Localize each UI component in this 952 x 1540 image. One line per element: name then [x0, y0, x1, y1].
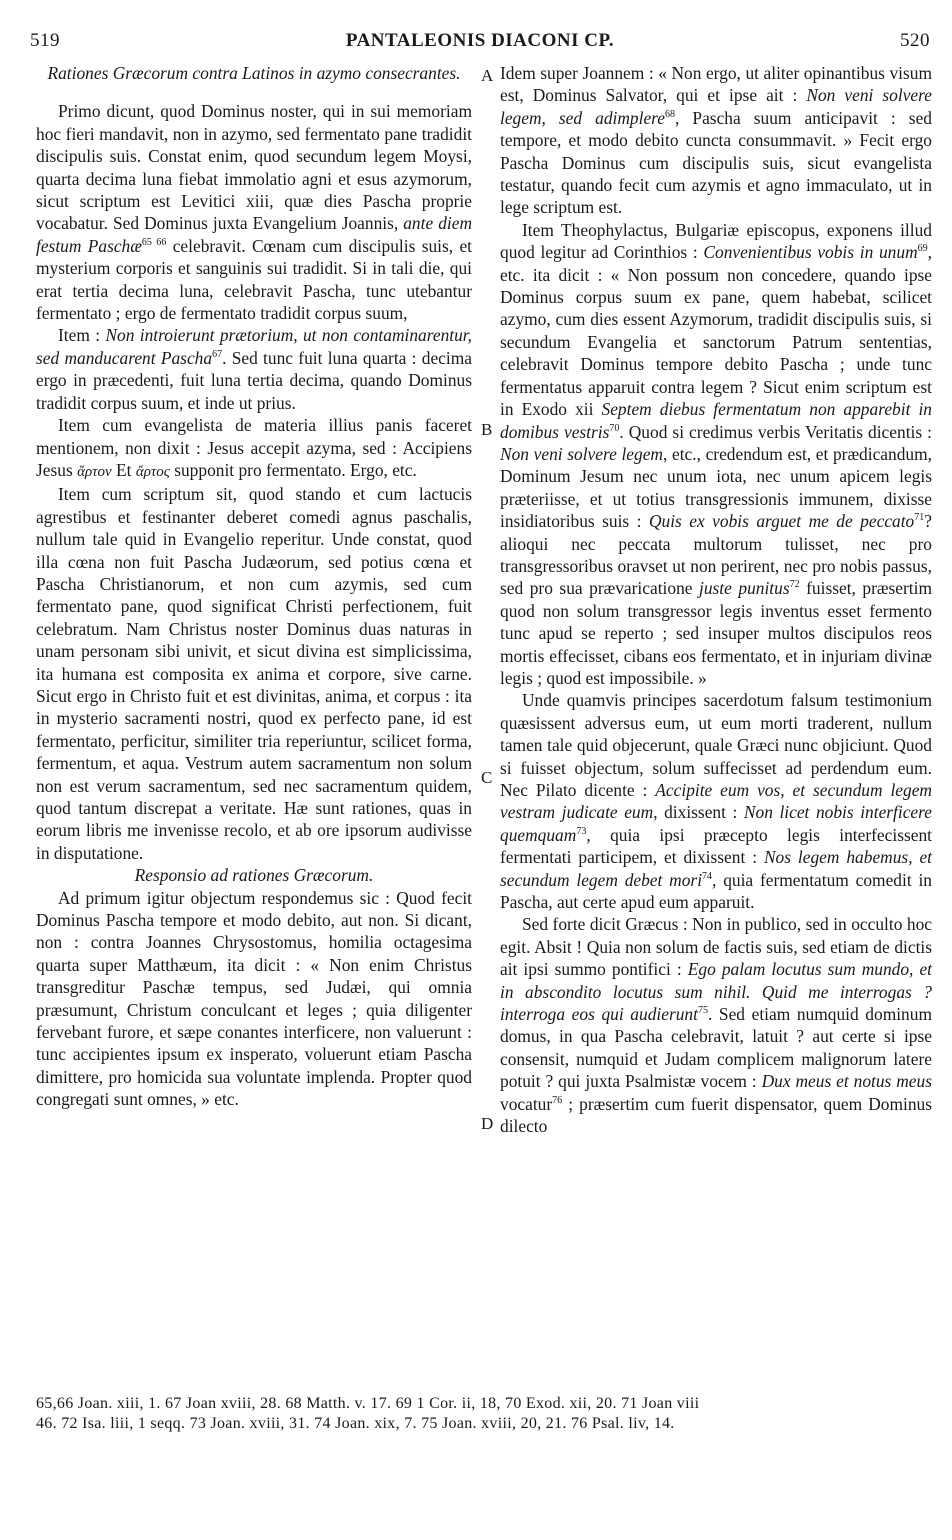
page-number-right: 520: [900, 30, 930, 51]
page-header: [30, 30, 930, 56]
margin-marker-b: B: [481, 420, 493, 439]
paragraph: Item cum scriptum sit, quod stando et cum lactucis agrestibus et festinanter deberet comedi agnus paschalis, nullum tale quid in Evangelio reperitur. Unde constat, quod illa cœna non fuit Pascha Judæorum, sed potius cœna et Pascha Christianorum, et non cum azymis, sed cum fermentato pane, quod significat Christi perfectionem, fuit celebratum. Nam Christus noster Dominus duas naturas in unam personam sibi univit, et sicut divina est simplicissima, ita humana est composita ex anima et corpore, sive carne. Sicut ergo in Christo fuit et est divinitas, anima, et corpus : ita in mysterio sacramenti nostri, quod ex perfecto pane, id est fermentato, perficitur, similiter tria reperiuntur, scilicet forma, fermentum, et aqua. Vestrum autem sacramentum non solum non est verum sacramentum, sed nec sacramentum quidem, quod tantum discrepat a veritate. Hæ sunt rationes, quas in eorum libris me invenisse recolo, et ab ore ipsorum audivisse in disputatione.: [36, 484, 472, 863]
left-column: [36, 62, 472, 1111]
paragraph: Item Theophylactus, Bulgariæ episcopus, exponens illud quod legitur ad Corinthios : Convenientibus vobis in unum$^{69}$, etc. ita dicit : « Non possum non concedere, quando ipse Dominus corpus suum ex pane, quem habebat, scilicet azymo, cum dies essent Azymorum, tradidit discipulis suis, si secundum Evangelia et sanctorum Patrum sententias, celebravit Dominus tempore debito Pascha ; unde tunc fermentatus apparuit contra legem ? Sicut enim scriptum est in Exodo xii Septem diebus fermentatum non apparebit in domibus vestris$^{70}$. Quod si credimus verbis Veritatis dicentis : Non veni solvere legem, etc., credendum est, et prædicandum, Dominum Jesum nec unum iota, nec unum apicem legis præteriisse, et ut totius transgressionis immunem, dixisse insidiatoribus suis : Quis ex vobis arguet me de peccato$^{71}$? alioqui nec peccata multorum tulisset, nec pro transgressoribus oravset ut non perirent, nec pro nobis passus, sed pro sua prævaricatione juste punitus$^{72}$ fuisset, præsertim quod non solum transgressor legis inventus esset fermento tunc apud se reperto ; sed insuper multos discipulos reos mortis effecisset, cibans eos fermentato, et in injuriam divinæ legis ; quod est impossibile. »: [500, 219, 932, 688]
margin-marker-a: A: [481, 66, 494, 85]
subsection-heading: Responsio ad rationes Græcorum.: [134, 865, 374, 886]
paragraph: Primo dicunt, quod Dominus noster, qui in sui memoriam hoc fieri mandavit, non in azymo, sed fermentato pane tradidit discipulis suis. Constat enim, quod secundum legem Moysi, quarta decima luna fiebat immolatio agni et esus azymorum, sicut scriptum est Levitici xiii, quæ dies Pascha proprie vocabatur. Sed Dominus juxta Evangelium Joannis, ante diem festum Paschæ$^{65 66}$ celebravit. Cœnam cum discipulis suis, et mysterium corporis et sanguinis sui tradidit. Si in tali die, qui erat tertia decima luna, celebravit Pascha, tunc utebantur fermentato ; ergo de fermentato tradidit corpus suum,: [36, 101, 473, 324]
margin-marker-c: C: [481, 768, 493, 787]
paragraph: Item : Non introierunt prætorium, ut non contaminarentur, sed manducarent Pascha$^{67}$. Sed tunc fuit luna quarta : decima ergo in præcedenti, fuit luna tertia decima, quando Dominus tradidit corpus suum, et inde ut prius.: [36, 325, 472, 413]
paragraph: Sed forte dicit Græcus : Non in publico, sed in occulto hoc egit. Absit ! Quia non solum de factis suis, sed etiam de dictis ait ipsi summo pontifici : Ego palam locutus sum mundo, et in abscondito locutus sum nihil. Quid me interrogas ? interroga eos qui audierunt$^{75}$. Sed etiam numquid dominum domus, in qua Pascha celebravit, latuit ? aut certe si ipse consensit, numquid et Judam complicem malignorum latere potuit ? qui juxta Psalmistæ vocem : Dux meus et notus meus vocatur$^{76}$ ; præsertim cum fuerit dispensator, quem Dominus dilecto: [500, 914, 932, 1137]
right-column: [500, 62, 932, 1138]
paragraph: Unde quamvis principes sacerdotum falsum testimonium quæsissent adversus eum, ut eum morti traderent, nullum tamen tale quid objecerunt, quale Græci nunc objiciunt. Quod si fuisset objectum, solum suffecisset ad perdendum eum. Nec Pilato dicente : Accipite eum vos, et secundum legem vestram judicate eum, dixissent : Non licet nobis interficere quemquam$^{73}$, quia ipsi præcepto legis interfecissent fermentati participem, et dixissent : Nos legem habemus, et secundum legem debet mori$^{74}$, quia fermentatum comedit in Pascha, aut certe apud eum apparuit.: [500, 690, 933, 913]
footnote-line: 46. 72 Isa. liii, 1 seqq. 73 Joan. xviii, 31. 74 Joan. xix, 7. 75 Joan. xviii, 20, 21. 76 Psal. liv, 14.: [36, 1415, 675, 1432]
paragraph: Item cum evangelista de materia illius panis faceret mentionem, non dixit : Jesus accepit azyma, sed : Accipiens Jesus ἄρτον Et ἄρτος supponit pro fermentato. Ergo, etc.: [36, 415, 472, 480]
page-number-left: 519: [30, 30, 60, 51]
running-title: PANTALEONIS DIACONI CP.: [345, 30, 615, 51]
paragraph: Idem super Joannem : « Non ergo, ut aliter opinantibus visum est, Dominus Salvator, qui et ipse ait : Non veni solvere legem, sed adimplere$^{68}$, Pascha suum anticipavit : sed tempore, et modo debito cuncta consummavit. » Fecit ergo Pascha Dominus cum discipulis suis, sicut evangelista testatur, quando fecit cum azymis et agno immaculato, ut in lege scriptum est.: [500, 63, 932, 218]
footnote-line: 65,66 Joan. xiii, 1. 67 Joan xviii, 28. 68 Matth. v. 17. 69 1 Cor. ii, 18, 70 Exod. xii, 20. 71 Joan viii: [36, 1395, 700, 1412]
margin-marker-d: D: [481, 1114, 494, 1133]
paragraph: Ad primum igitur objectum respondemus sic : Quod fecit Dominus Pascha tempore et modo debito, aut non. Si dicant, non : contra Joannes Chrysostomus, homilia octagesima quarta super Matthæum, ita dicit : « Non enim Christus transgreditur Paschæ tempus, sed Judæi, qui omnia præsumunt, Christum conculcant et leges ; quia diligenter fervebant furore, et sæpe conantes interficere, non valuerunt : tunc accipientes ipsum ex insperato, voluerunt etiam Pascha dimittere, pro homicida sua voluntate implenda. Propter quod congregati sunt omnes, » etc.: [36, 887, 472, 1110]
section-heading: Rationes Græcorum contra Latinos in azymo consecrantes.: [47, 63, 461, 83]
footnotes: [36, 1394, 936, 1434]
